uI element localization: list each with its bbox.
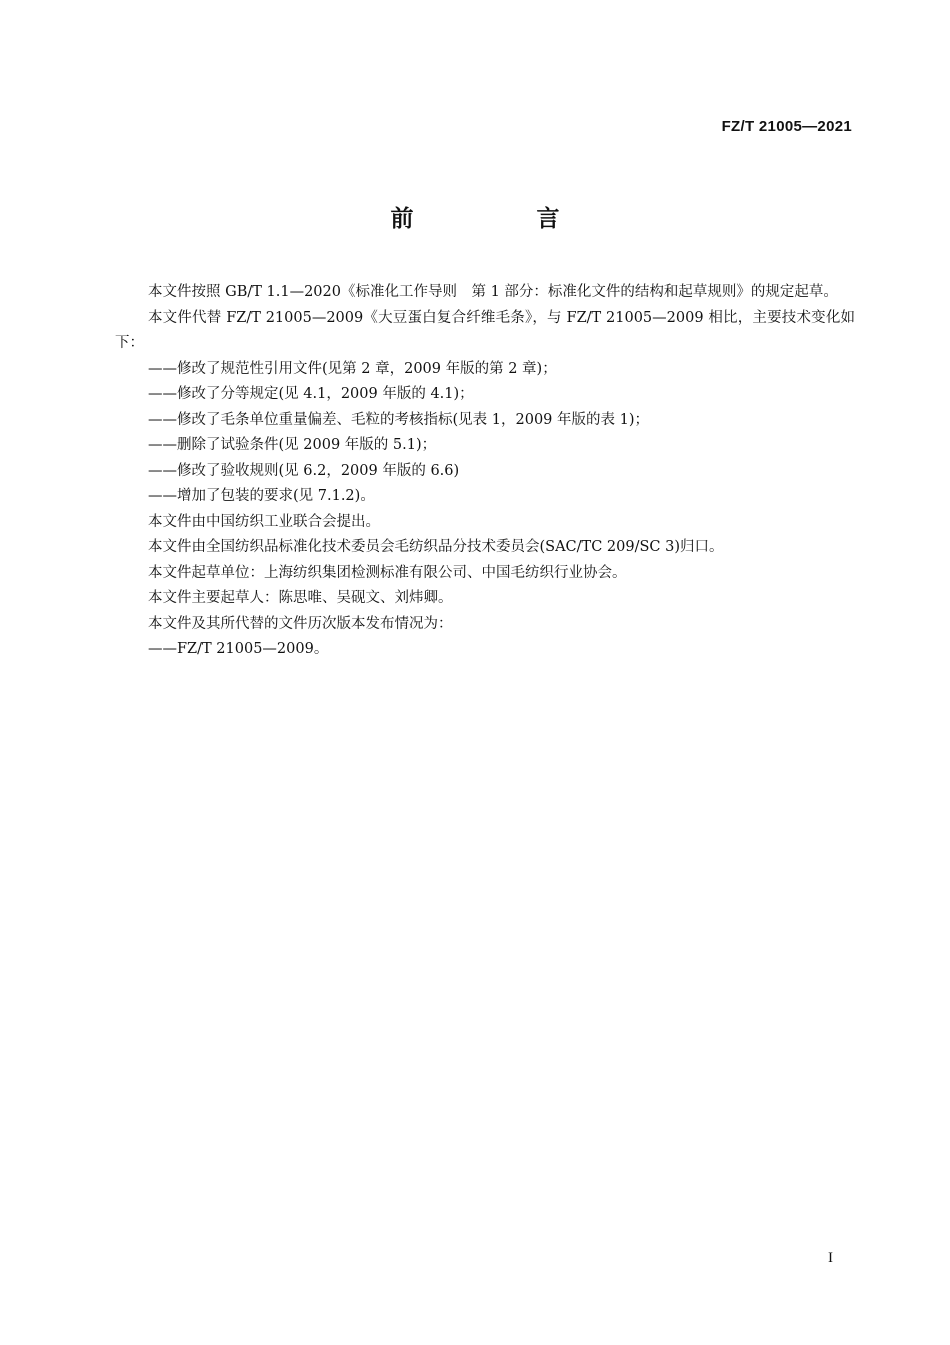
paragraph-history-intro: 本文件及其所代替的文件历次版本发布情况为：: [148, 615, 453, 632]
change-item: ——修改了规范性引用文件(见第 2 章，2009 年版的第 2 章)；: [148, 360, 557, 377]
page-number: I: [828, 1250, 833, 1266]
standard-code: FZ/T 21005—2021: [721, 118, 852, 135]
change-item: ——修改了分等规定(见 4.1，2009 年版的 4.1)；: [148, 386, 474, 402]
paragraph-committee: 本文件由全国纺织品标准化技术委员会毛纺织品分技术委员会(SAC/TC 209/SC 3)归口。: [148, 539, 724, 555]
change-item: ——增加了包装的要求(见 7.1.2)。: [148, 488, 375, 504]
paragraph-proposer: 本文件由中国纺织工业联合会提出。: [148, 513, 380, 530]
paragraph-replacement: 本文件代替 FZ/T 21005—2009《大豆蛋白复合纤维毛条》，与 FZ/T 21005—2009 相比，主要技术变化如下：: [115, 309, 855, 351]
page-title: 前 言: [390, 206, 610, 232]
paragraph-drafting-units: 本文件起草单位：上海纺织集团检测标准有限公司、中国毛纺织行业协会。: [148, 564, 627, 581]
foreword-body: [115, 280, 855, 663]
change-item: ——修改了验收规则(见 6.2，2009 年版的 6.6): [148, 462, 460, 479]
paragraph-drafting-rule: 本文件按照 GB/T 1.1—2020《标准化工作导则 第 1 部分：标准化文件的结构和起草规则》的规定起草。: [148, 284, 838, 300]
paragraph-drafters: 本文件主要起草人：陈思唯、吴砚文、刘炜卿。: [148, 590, 453, 606]
change-item: ——删除了试验条件(见 2009 年版的 5.1)；: [148, 437, 437, 453]
history-item: ——FZ/T 21005—2009。: [148, 641, 329, 657]
change-item: ——修改了毛条单位重量偏差、毛粒的考核指标(见表 1，2009 年版的表 1)；: [148, 411, 649, 428]
